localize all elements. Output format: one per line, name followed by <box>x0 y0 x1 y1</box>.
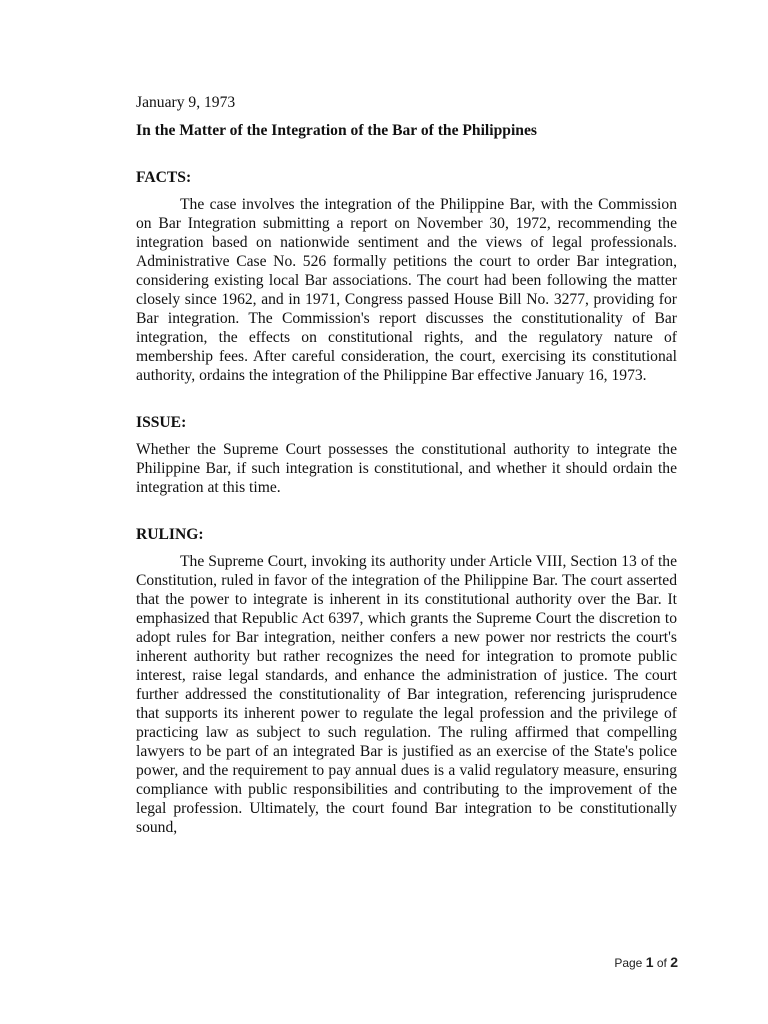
issue-paragraph: Whether the Supreme Court possesses the constitutional authority to integrate the Philippine Bar, if such integration is constitutional, and whether it should ordain the integration at this time. <box>136 441 677 496</box>
of-label: of <box>656 956 667 970</box>
document-body <box>136 93 677 837</box>
current-page-number: 1 <box>645 954 654 970</box>
page-number-footer <box>614 954 678 970</box>
facts-paragraph: The case involves the integration of the Philippine Bar, with the Commission on Bar Integration submitting a report on November 30, 1972, recommending the integration based on nationwide sentiment and the views of legal professionals. Administrative Case No. 526 formally petitions the court to order Bar integration, considering existing local Bar associations. The court had been following the matter closely since 1962, and in 1971, Congress passed House Bill No. 3277, providing for Bar integration. The Commission's report discusses the constitutionality of Bar integration, the effects on constitutional rights, and the regulatory nature of membership fees. After careful consideration, the court, exercising its constitutional authority, ordains the integration of the Philippine Bar effective January 16, 1973. <box>136 196 677 384</box>
ruling-heading: RULING: <box>136 526 204 543</box>
page-label: Page <box>614 956 643 970</box>
ruling-paragraph: The Supreme Court, invoking its authority under Article VIII, Section 13 of the Constitution, ruled in favor of the integration of the Philippine Bar. The court asserted that the power to integrate is inherent in its constitutional authority over the Bar. It emphasized that Republic Act 6397, which grants the Supreme Court the discretion to adopt rules for Bar integration, neither confers a new power nor restricts the court's inherent authority but rather recognizes the need for integration to promote public interest, raise legal standards, and enhance the administration of justice. The court further addressed the constitutionality of Bar integration, referencing jurisprudence that supports its inherent power to regulate the legal profession and the privilege of practicing law as subject to such regulation. The ruling affirmed that compelling lawyers to be part of an integrated Bar is justified as an exercise of the State's police power, and the requirement to pay annual dues is a valid regulatory measure, ensuring compliance with public responsibilities and contributing to the improvement of the legal profession. Ultimately, the court found Bar integration to be constitutionally sound, <box>136 553 677 836</box>
facts-heading: FACTS: <box>136 169 192 186</box>
case-date: January 9, 1973 <box>136 94 236 111</box>
issue-heading: ISSUE: <box>136 414 187 431</box>
case-title: In the Matter of the Integration of the Bar of the Philippines <box>136 122 537 139</box>
total-pages-number: 2 <box>670 954 678 970</box>
